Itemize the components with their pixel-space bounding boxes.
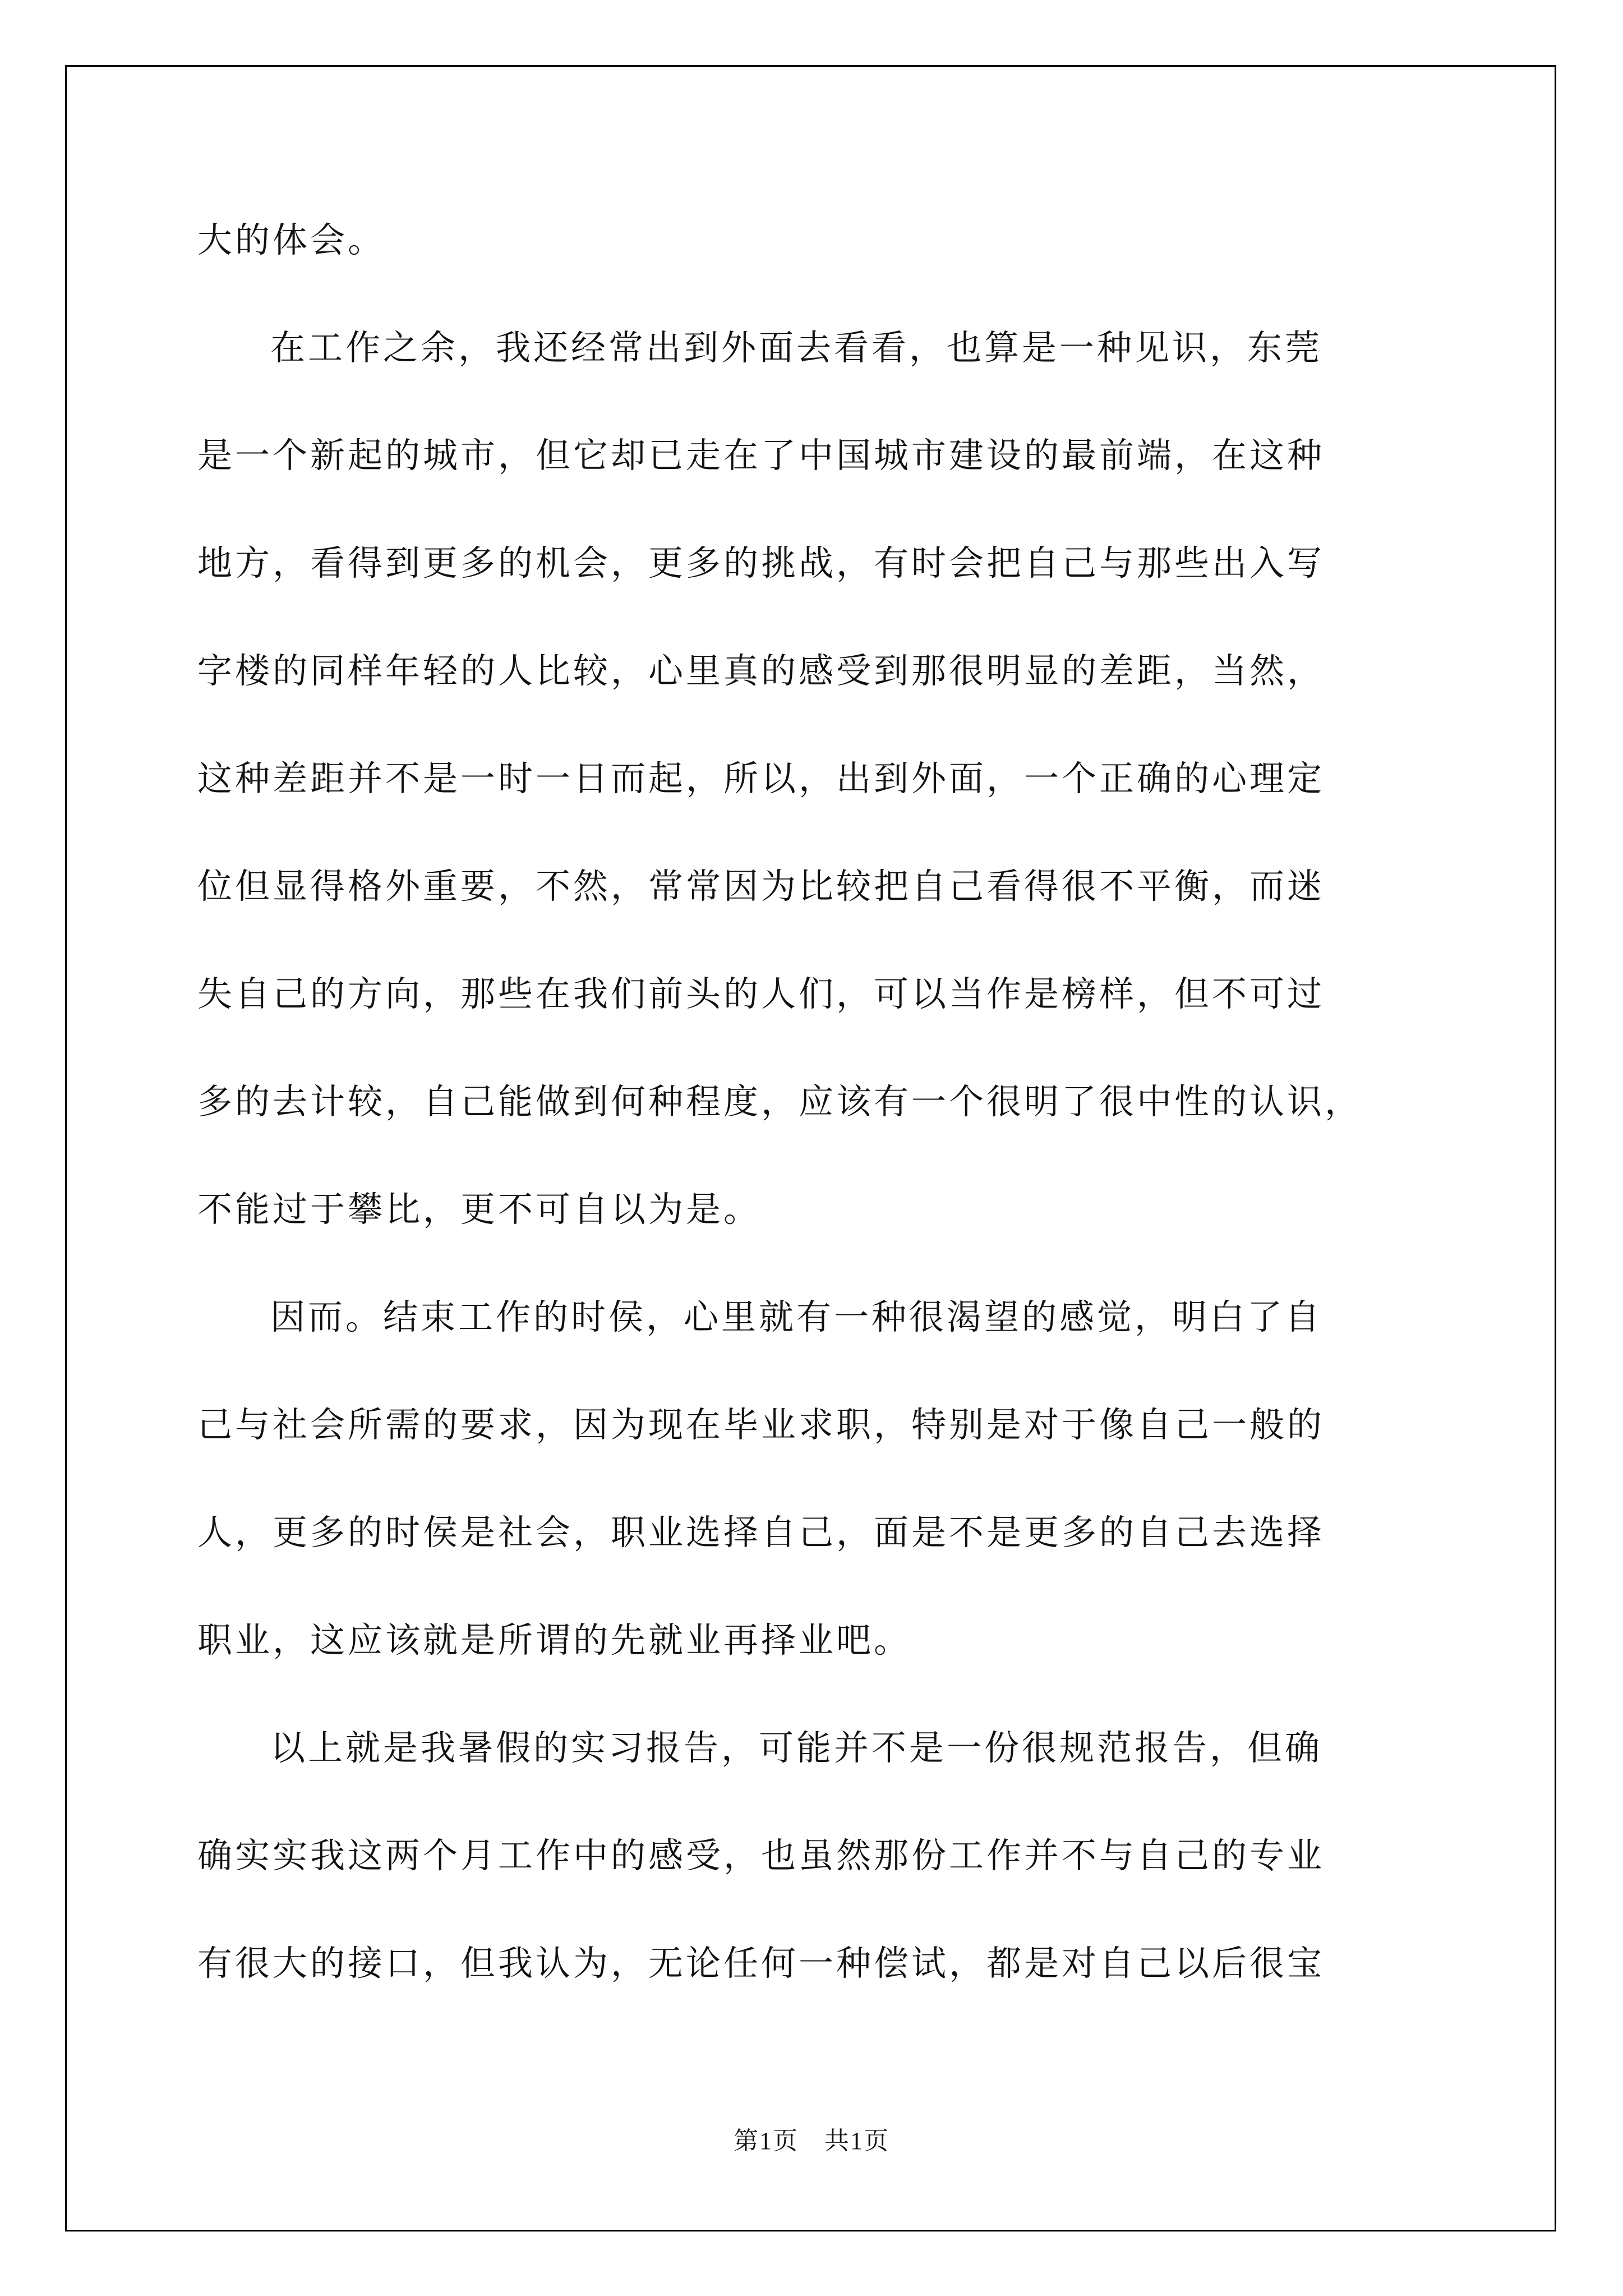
text-line: 确实实我这两个月工作中的感受，也虽然那份工作并不与自己的专业 xyxy=(197,1835,1325,1876)
text-line: 大的体会。 xyxy=(197,219,386,260)
text-line: 地方，看得到更多的机会，更多的挑战，有时会把自己与那些出入写 xyxy=(197,542,1325,583)
page-number-footer: 第1页 共1页 xyxy=(734,2127,889,2155)
document-body xyxy=(197,186,1431,2017)
text-line: 不能过于攀比，更不可自以为是。 xyxy=(197,1189,762,1230)
paragraph-first-line: 因而。结束工作的时侯，心里就有一种很渴望的感觉，明白了自 xyxy=(270,1296,1323,1337)
text-line: 字楼的同样年轻的人比较，心里真的感受到那很明显的差距，当然， xyxy=(197,650,1325,691)
text-line: 职业，这应该就是所谓的先就业再择业吧。 xyxy=(197,1619,912,1660)
text-line: 人，更多的时侯是社会，职业选择自己，面是不是更多的自己去选择 xyxy=(197,1512,1325,1553)
text-line: 是一个新起的城市，但它却已走在了中国城市建设的最前端，在这种 xyxy=(197,435,1325,476)
text-line: 有很大的接口，但我认为，无论任何一种偿试，都是对自己以后很宝 xyxy=(197,1943,1325,1984)
text-line: 失自己的方向，那些在我们前头的人们，可以当作是榜样，但不可过 xyxy=(197,973,1325,1014)
text-line: 多的去计较，自己能做到何种程度，应该有一个很明了很中性的认识， xyxy=(197,1081,1363,1122)
paragraph-first-line: 以上就是我暑假的实习报告，可能并不是一份很规范报告，但确 xyxy=(270,1727,1323,1768)
text-line: 这种差距并不是一时一日而起，所以，出到外面，一个正确的心理定 xyxy=(197,758,1325,799)
paragraph-first-line: 在工作之余，我还经常出到外面去看看，也算是一种见识，东莞 xyxy=(270,327,1323,368)
text-line: 位但显得格外重要，不然，常常因为比较把自己看得很不平衡，而迷 xyxy=(197,866,1325,907)
text-line: 己与社会所需的要求，因为现在毕业求职，特别是对于像自己一般的 xyxy=(197,1404,1325,1445)
